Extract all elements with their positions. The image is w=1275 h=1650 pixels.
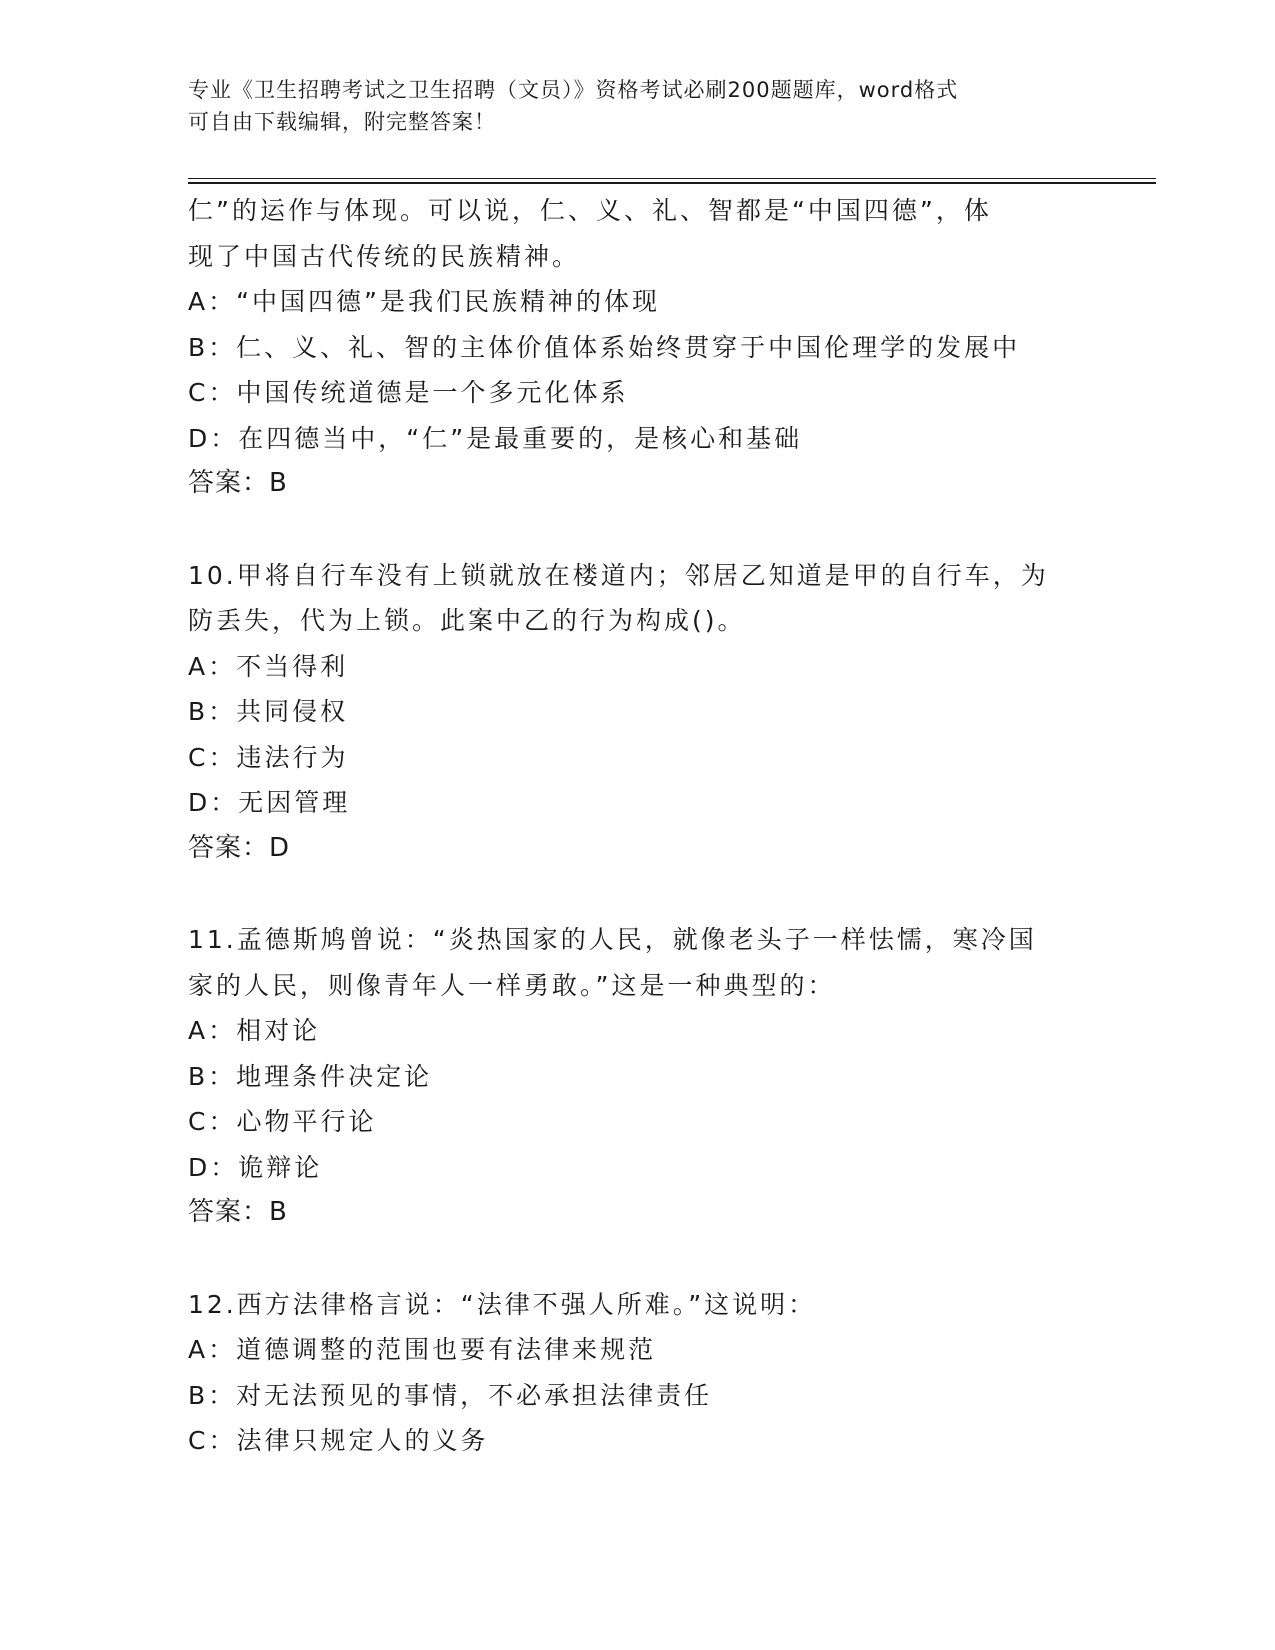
option-c: C：违法行为 xyxy=(188,742,349,772)
header-rule-thin xyxy=(188,178,1156,179)
option-d: D：无因管理 xyxy=(188,788,351,817)
option-a: A：“中国四德”是我们民族精神的体现 xyxy=(188,287,661,316)
option-b: B：对无法预见的事情，不必承担法律责任 xyxy=(188,1380,713,1410)
option-c: C：心物平行论 xyxy=(188,1107,377,1136)
option-c: C：法律只规定人的义务 xyxy=(188,1426,489,1455)
option-b: B：共同侵权 xyxy=(188,697,349,726)
question-text-line: 11.孟德斯鸠曾说：“炎热国家的人民，就像老头子一样怯懦，寒冷国 xyxy=(188,925,1037,954)
question-block-continued xyxy=(188,188,1088,507)
header-line-1: 专业《卫生招聘考试之卫生招聘（文员）》资格考试必刷200题题库，word格式 xyxy=(188,78,959,102)
spacer xyxy=(188,507,1088,553)
answer-line: 答案：B xyxy=(188,468,288,498)
answer-line: 答案：B xyxy=(188,1197,288,1227)
question-block-11 xyxy=(188,917,1088,1236)
option-a: A：道德调整的范围也要有法律来规范 xyxy=(188,1335,657,1364)
option-a: A：不当得利 xyxy=(188,651,349,681)
question-text-line: 12.西方法律格言说：“法律不强人所难。”这说明： xyxy=(188,1289,817,1319)
option-b: B：地理条件决定论 xyxy=(188,1061,433,1091)
question-text-line: 仁”的运作与体现。可以说，仁、义、礼、智都是“中国四德”，体 xyxy=(188,196,992,225)
question-text-line: 防丢失，代为上锁。此案中乙的行为构成()。 xyxy=(188,606,746,635)
option-a: A：相对论 xyxy=(188,1016,321,1045)
option-c: C：中国传统道德是一个多元化体系 xyxy=(188,378,629,407)
question-text-line: 10.甲将自行车没有上锁就放在楼道内；邻居乙知道是甲的自行车，为 xyxy=(188,560,1049,590)
option-d: D：诡辩论 xyxy=(188,1152,323,1182)
answer-line: 答案：D xyxy=(188,832,291,863)
header-rule-thick xyxy=(188,182,1156,184)
document-header xyxy=(188,74,1108,138)
header-line-2: 可自由下载编辑，附完整答案！ xyxy=(188,110,496,134)
question-block-10 xyxy=(188,553,1088,872)
question-block-12 xyxy=(188,1282,1088,1464)
spacer xyxy=(188,871,1088,917)
spacer xyxy=(188,1236,1088,1282)
option-d: D：在四德当中，“仁”是最重要的，是核心和基础 xyxy=(188,423,803,453)
option-b: B：仁、义、礼、智的主体价值体系始终贯穿于中国伦理学的发展中 xyxy=(188,332,1021,362)
document-body xyxy=(188,188,1088,1464)
question-text-line: 家的人民，则像青年人一样勇敢。”这是一种典型的： xyxy=(188,970,836,1000)
question-text-line: 现了中国古代传统的民族精神。 xyxy=(188,241,581,271)
